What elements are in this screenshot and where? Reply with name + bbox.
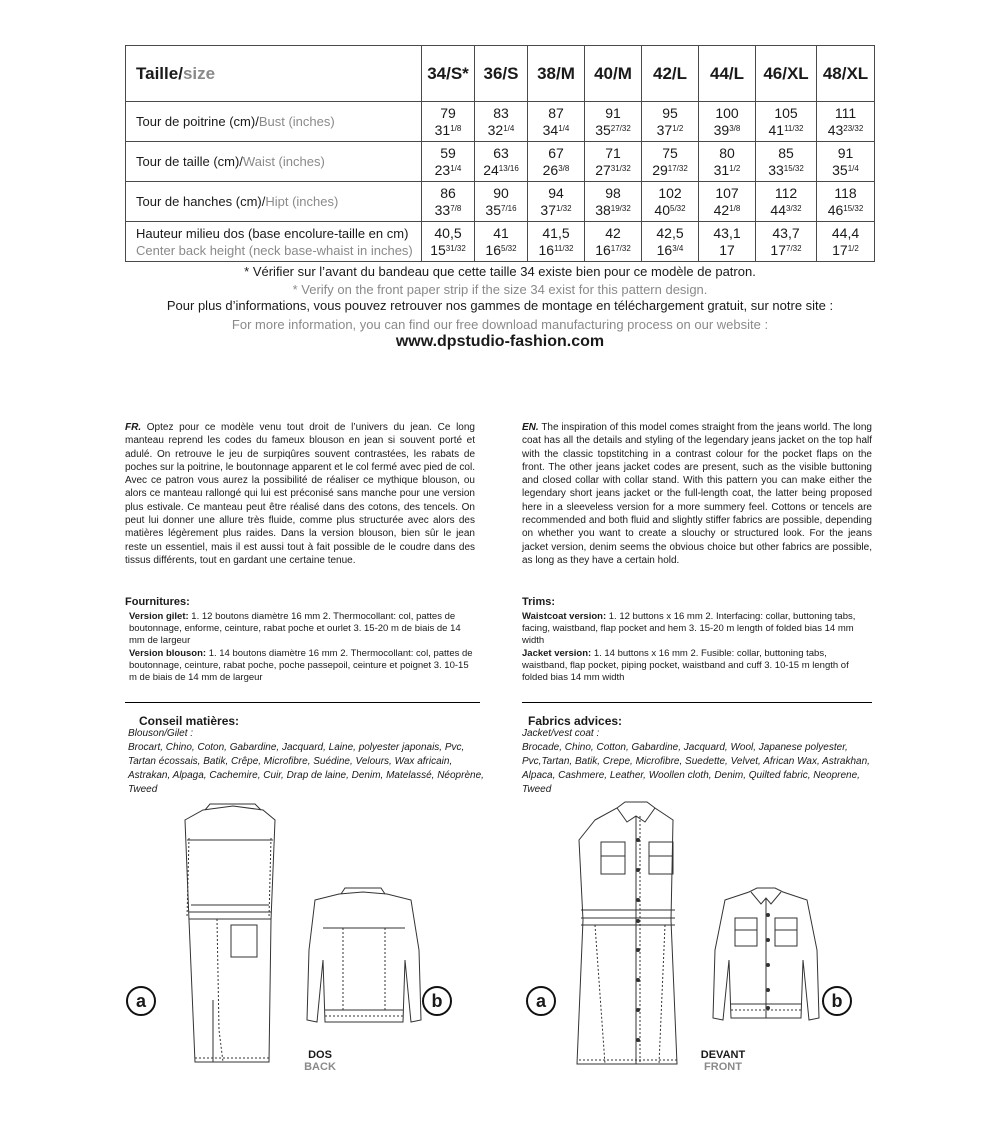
value-inches-whole: 32 (487, 122, 504, 138)
value-inches (585, 201, 641, 218)
value-cm: 43,7 (772, 225, 800, 241)
value-inches (475, 201, 527, 218)
value-cm: 111 (834, 105, 857, 121)
value-inches (585, 121, 641, 138)
value-cm: 94 (548, 185, 564, 201)
value-inches (422, 201, 474, 218)
supplies-gilet (129, 611, 475, 648)
measurement-cell (585, 102, 642, 142)
measurement-cell (817, 102, 875, 142)
measurement-label-fr: Tour de taille (cm)/ (136, 154, 243, 169)
supplies-waistcoat (522, 611, 872, 648)
gilet-label: Version gilet: (129, 611, 189, 622)
value-inches-fraction: 3/8 (729, 124, 741, 133)
value-inches-whole: 38 (595, 202, 611, 218)
value-cm: 71 (605, 145, 621, 161)
blouson-label: Version blouson: (129, 647, 207, 659)
value-inches-fraction: 3/8 (558, 164, 570, 173)
website-link[interactable]: www.dpstudio-fashion.com (395, 333, 605, 350)
measurement-cell (585, 182, 642, 222)
size-table-header (126, 46, 875, 102)
measurement-cell (475, 142, 528, 182)
value-cm: 91 (605, 105, 621, 121)
value-inches-whole: 16 (595, 242, 611, 258)
value-inches-fraction: 17/32 (610, 244, 631, 253)
value-inches-whole: 35 (595, 122, 611, 138)
size-col: 44/L (699, 46, 756, 102)
measurement-label-fr: Hauteur milieu dos (base encolure-taille en cm) (136, 225, 409, 241)
measurement-label (126, 222, 422, 262)
description-en (522, 421, 872, 567)
note-fr-info: Pour plus d’informations, vous pouvez retrouver nos gammes de montage en téléchargement gratuit, sur notre site : (166, 298, 834, 313)
measurement-cell (475, 102, 528, 142)
value-inches (756, 121, 816, 138)
value-inches-whole: 15 (430, 242, 446, 258)
size-col: 36/S (475, 46, 528, 102)
value-inches (585, 241, 641, 258)
value-inches-fraction: 27/32 (610, 124, 631, 133)
value-inches-fraction: 1/2 (672, 124, 684, 133)
value-inches (817, 161, 874, 178)
value-inches-whole: 17 (832, 242, 848, 258)
value-cm: 41 (493, 225, 509, 241)
note-en-info: For more information, you can find our free download manufacturing process on our website : (231, 317, 769, 332)
value-inches (817, 121, 874, 138)
value-cm: 43,1 (713, 225, 741, 241)
measurement-cell (756, 182, 817, 222)
measurement-cell (699, 182, 756, 222)
value-cm: 105 (774, 105, 798, 121)
value-inches-fraction: 1/2 (729, 164, 741, 173)
value-cm: 90 (493, 185, 509, 201)
measurement-cell (642, 142, 699, 182)
measurement-cell (422, 142, 475, 182)
fr-tag: FR. (125, 422, 142, 433)
value-inches-whole: 24 (483, 162, 499, 178)
value-inches-whole: 39 (713, 122, 730, 138)
marker-b-back: b (422, 986, 452, 1016)
marker-a-back: a (126, 986, 156, 1016)
value-inches-whole: 44 (770, 202, 786, 218)
value-inches-fraction: 31/32 (610, 164, 631, 173)
size-col: 38/M (528, 46, 585, 102)
fabrics-title-fr: Conseil matières: (139, 714, 240, 728)
value-cm: 44,4 (831, 225, 860, 241)
value-inches (642, 241, 698, 258)
value-inches (422, 241, 474, 258)
front-label-en: FRONT (704, 1061, 742, 1073)
value-inches-fraction: 19/32 (610, 204, 631, 213)
value-inches (756, 241, 816, 258)
value-inches-whole: 37 (656, 122, 673, 138)
value-inches-whole: 43 (827, 122, 844, 138)
description-fr (125, 421, 475, 567)
value-inches-fraction: 5/32 (670, 204, 686, 213)
value-inches-fraction: 3/4 (672, 244, 684, 253)
value-inches-fraction: 5/32 (501, 244, 517, 253)
waistcoat-text: 1. 12 buttons x 16 mm 2. Interfacing: collar, buttoning tabs, facing, waistband, flap pocket and hem 3. 15-20 m length of folded bias 14 mm width (522, 611, 856, 647)
supplies-fr (129, 611, 475, 684)
size-col: 40/M (585, 46, 642, 102)
value-inches (699, 121, 755, 138)
value-inches (756, 161, 816, 178)
value-cm: 83 (493, 105, 509, 121)
value-inches-whole: 17 (719, 242, 735, 258)
value-inches (475, 121, 527, 138)
size-table-row (126, 142, 875, 182)
value-inches-whole: 29 (652, 162, 668, 178)
measurement-cell (528, 222, 585, 262)
value-inches (642, 121, 698, 138)
supplies-title-en: Trims: (522, 596, 556, 608)
divider-right (522, 702, 872, 703)
value-cm: 95 (662, 105, 678, 121)
value-inches-whole: 35 (485, 202, 501, 218)
measurement-cell (422, 182, 475, 222)
value-cm: 91 (837, 145, 854, 161)
value-cm: 86 (440, 185, 456, 201)
value-inches-fraction: 11/32 (554, 244, 574, 253)
supplies-blouson (129, 648, 475, 685)
value-inches-fraction: 1/4 (558, 124, 570, 133)
measurement-label-en: Waist (inches) (242, 154, 325, 169)
measurement-label-en: Bust (inches) (258, 114, 335, 129)
measurement-cell (756, 222, 817, 262)
value-inches (585, 161, 641, 178)
value-inches-whole: 42 (713, 202, 730, 218)
size-table (125, 45, 875, 262)
measurement-cell (756, 102, 817, 142)
value-inches-whole: 31 (713, 162, 730, 178)
measurement-cell (585, 142, 642, 182)
value-inches-whole: 16 (485, 242, 501, 258)
value-inches (422, 121, 474, 138)
front-label-fr: DEVANT (700, 1049, 746, 1061)
value-inches-whole: 46 (827, 202, 844, 218)
value-inches-fraction: 1/8 (450, 124, 462, 133)
waistcoat-label: Waistcoat version: (522, 611, 607, 622)
measurement-cell (699, 222, 756, 262)
value-inches-fraction: 1/2 (847, 244, 859, 253)
size-table-row (126, 102, 875, 142)
front-view-drawing (565, 800, 875, 1070)
measurement-cell (422, 102, 475, 142)
value-inches (528, 161, 584, 178)
value-inches-whole: 26 (542, 162, 559, 178)
blouson-text: 1. 14 boutons diamètre 16 mm 2. Thermocollant: col, pattes de boutonnage, ceinture, rabat poche, poche passepoil, ceinture et poignet 3. 10-15 m de biais de 14 mm de largeur (129, 647, 473, 684)
fabrics-sub-fr: Blouson/Gilet : (128, 728, 194, 739)
value-inches (642, 201, 698, 218)
value-inches-fraction: 7/8 (450, 204, 462, 213)
value-cm: 80 (719, 145, 735, 161)
measurement-label (126, 102, 422, 142)
value-inches-fraction: 7/32 (786, 244, 802, 253)
measurement-cell (422, 222, 475, 262)
size-col: 48/XL (817, 46, 875, 102)
value-inches-fraction: 1/4 (450, 164, 462, 173)
value-inches (699, 161, 755, 178)
value-inches (699, 241, 755, 258)
fr-text: Optez pour ce modèle venu tout droit de l’univers du jean. Ce long manteau reprend les codes du fameux blouson en jean si souvent porté et adulé. On retrouve le jeu de surpiqûres souvent contrastées, les rabats de poches sur la poitrine, le boutonnage apparent et le col fermé avec pied de col. Avec ce patron vous aurez la possibilité de réaliser ce mythique blouson, ou alors ce manteau rallongé qui lui est préconisé sans manche pour une version plus estivale. Ce manteau peut être réalisé dans des cotons, des tencels. On peut lui donner une allure très fluide, comme plus structurée avec alors des matières légèrement plus raides. Dans la version blouson, bien sûr le jean reste un essentiel, mais il est aussi tout à fait possible de le coudre dans des tissus différents, tout en gardant une certaine tenue. (125, 422, 475, 566)
value-cm: 42,5 (656, 225, 684, 241)
measurement-cell (817, 182, 875, 222)
measurement-label-en: Center back height (neck base-whaist in inches) (136, 242, 413, 258)
size-col: 34/S* (422, 46, 475, 102)
measurement-label (126, 142, 422, 182)
value-inches-fraction: 31/32 (445, 244, 466, 253)
value-inches-fraction: 13/16 (498, 164, 519, 173)
measurement-cell (642, 182, 699, 222)
value-inches (699, 201, 755, 218)
fabrics-text-fr: Brocart, Chino, Coton, Gabardine, Jacquard, Laine, polyester japonais, Pvc, Tartan écossais, Batik, Crêpe, Microfibre, Suédine, Velours, Wax africain, Astrakan, Alpaga, Cachemire, Cuir, Drap de laine, Denim, Matelassé, Néoprène, Tweed (128, 742, 484, 795)
supplies-en (522, 611, 872, 684)
divider-left (125, 702, 480, 703)
value-cm: 100 (715, 105, 739, 121)
measurement-cell (699, 102, 756, 142)
value-inches-whole: 35 (832, 162, 848, 178)
size-label-fr: Taille/ (136, 64, 183, 83)
value-inches-fraction: 15/32 (843, 204, 864, 213)
size-label-en: size (182, 64, 216, 83)
gilet-text: 1. 12 boutons diamètre 16 mm 2. Thermocollant: col, pattes de boutonnage, enforme, ceinture, rabat poche et ourlet 3. 15-20 m de biais de 14 mm de largeur (129, 611, 461, 647)
value-cm: 75 (662, 145, 678, 161)
value-inches-whole: 31 (434, 122, 451, 138)
value-inches-fraction: 17/32 (667, 164, 688, 173)
value-cm: 79 (440, 105, 456, 121)
value-cm: 107 (715, 185, 739, 201)
jacket-label: Jacket version: (522, 647, 592, 659)
value-inches-fraction: 1/4 (847, 164, 859, 173)
measurement-cell (642, 102, 699, 142)
value-inches-whole: 16 (538, 242, 555, 258)
back-label (290, 1049, 350, 1073)
note-fr-check: * Vérifier sur l’avant du bandeau que cette taille 34 existe bien pour ce modèle de patron. (244, 264, 756, 279)
value-inches-whole: 37 (540, 202, 556, 218)
value-inches-whole: 17 (770, 242, 786, 258)
jacket-text: 1. 14 buttons x 16 mm 2. Fusible: collar, buttoning tabs, waistband, flap pocket, piping pocket, waistband and cuff 3. 10-15 m length of folded bias 14 mm width (522, 647, 849, 684)
supplies-title-fr: Fournitures: (125, 596, 190, 608)
size-col: 46/XL (756, 46, 817, 102)
value-inches (817, 241, 874, 258)
back-view-drawing (165, 800, 445, 1070)
measurement-label-en: Hipt (inches) (265, 194, 339, 209)
value-inches-fraction: 1/8 (729, 204, 741, 213)
marker-b-front: b (822, 986, 852, 1016)
value-cm: 98 (605, 185, 621, 201)
value-inches-fraction: 3/32 (786, 204, 802, 213)
value-inches (475, 161, 527, 178)
note-en-check: * Verify on the front paper strip if the size 34 exist for this pattern design. (292, 282, 708, 297)
value-inches-fraction: 1/4 (503, 124, 515, 133)
value-inches-fraction: 11/32 (784, 124, 804, 133)
value-inches-fraction: 1/32 (556, 204, 572, 213)
size-col: 42/L (642, 46, 699, 102)
fabrics-title-en: Fabrics advices: (528, 714, 623, 728)
value-inches-whole: 40 (654, 202, 670, 218)
measurement-cell (585, 222, 642, 262)
value-inches (422, 161, 474, 178)
en-tag: EN. (522, 422, 539, 433)
value-cm: 42 (605, 225, 621, 241)
value-inches (756, 201, 816, 218)
measurement-cell (475, 222, 528, 262)
value-inches-whole: 41 (768, 122, 785, 138)
value-inches-whole: 33 (434, 202, 451, 218)
measurement-cell (699, 142, 756, 182)
value-inches (528, 121, 584, 138)
value-inches (528, 241, 584, 258)
size-table-row (126, 222, 875, 262)
marker-a-front: a (526, 986, 556, 1016)
front-label (688, 1049, 758, 1073)
value-inches (528, 201, 584, 218)
measurement-cell (475, 182, 528, 222)
supplies-jacket (522, 648, 872, 685)
measurement-cell (642, 222, 699, 262)
value-cm: 87 (548, 105, 564, 121)
fabrics-sub-en: Jacket/vest coat : (522, 728, 600, 739)
value-inches-fraction: 15/32 (783, 164, 804, 173)
measurement-cell (528, 182, 585, 222)
value-inches-whole: 33 (768, 162, 784, 178)
value-cm: 85 (778, 145, 794, 161)
value-inches-fraction: 7/16 (501, 204, 517, 213)
value-inches-whole: 16 (656, 242, 673, 258)
measurement-label-fr: Tour de hanches (cm)/ (136, 194, 266, 209)
value-cm: 40,5 (434, 225, 462, 241)
measurement-cell (817, 222, 875, 262)
value-cm: 63 (493, 145, 509, 161)
value-cm: 59 (440, 145, 456, 161)
en-text: The inspiration of this model comes straight from the jeans world. The long coat has all the details and styling of the legendary jeans jacket on the top half with the classic topstitching in a contrast colour for the pocket flaps on the front. The other jeans jacket codes are present, such as the visible buttoning and closed collar with collar stand. With this pattern you can make either the legendary short jeans jacket or the full-length coat, the latter being proposed here in a sleeveless version for a more summery feel. Cottons or tencels are recommended and both fluid and slightly stiffer fabrics are possible, depending on whether you want to create a slouchy or structured look. For the jeans jacket version, denim seems the obvious choice but other fabrics are possible, as long as they have a certain hold. (522, 422, 872, 566)
value-inches-whole: 23 (434, 162, 451, 178)
value-inches (475, 241, 527, 258)
size-table-row (126, 182, 875, 222)
value-inches (817, 201, 874, 218)
value-inches-whole: 27 (595, 162, 611, 178)
measurement-cell (528, 142, 585, 182)
measurement-label-fr: Tour de poitrine (cm)/ (136, 114, 259, 129)
value-cm: 41,5 (542, 225, 570, 241)
fabrics-text-en: Brocade, Chino, Cotton, Gabardine, Jacquard, Wool, Japanese polyester, Pvc,Tartan, Batik, Crepe, Microfibre, Suedette, Velvet, African Wax, Astrakhan, Alpaca, Cashmere, Leather, Woollen cloth, Denim, Quilted fabric, Neoprene, Tweed (522, 742, 870, 795)
value-inches (642, 161, 698, 178)
value-cm: 118 (834, 185, 857, 201)
back-label-en: BACK (304, 1061, 336, 1073)
size-header-label (126, 46, 422, 102)
value-inches-fraction: 23/32 (843, 124, 864, 133)
measurement-cell (528, 102, 585, 142)
value-cm: 112 (774, 185, 798, 201)
back-label-fr: DOS (308, 1049, 332, 1061)
measurement-cell (817, 142, 875, 182)
measurement-label (126, 182, 422, 222)
value-inches-whole: 34 (542, 122, 559, 138)
measurement-cell (756, 142, 817, 182)
value-cm: 102 (658, 185, 682, 201)
value-cm: 67 (548, 145, 564, 161)
